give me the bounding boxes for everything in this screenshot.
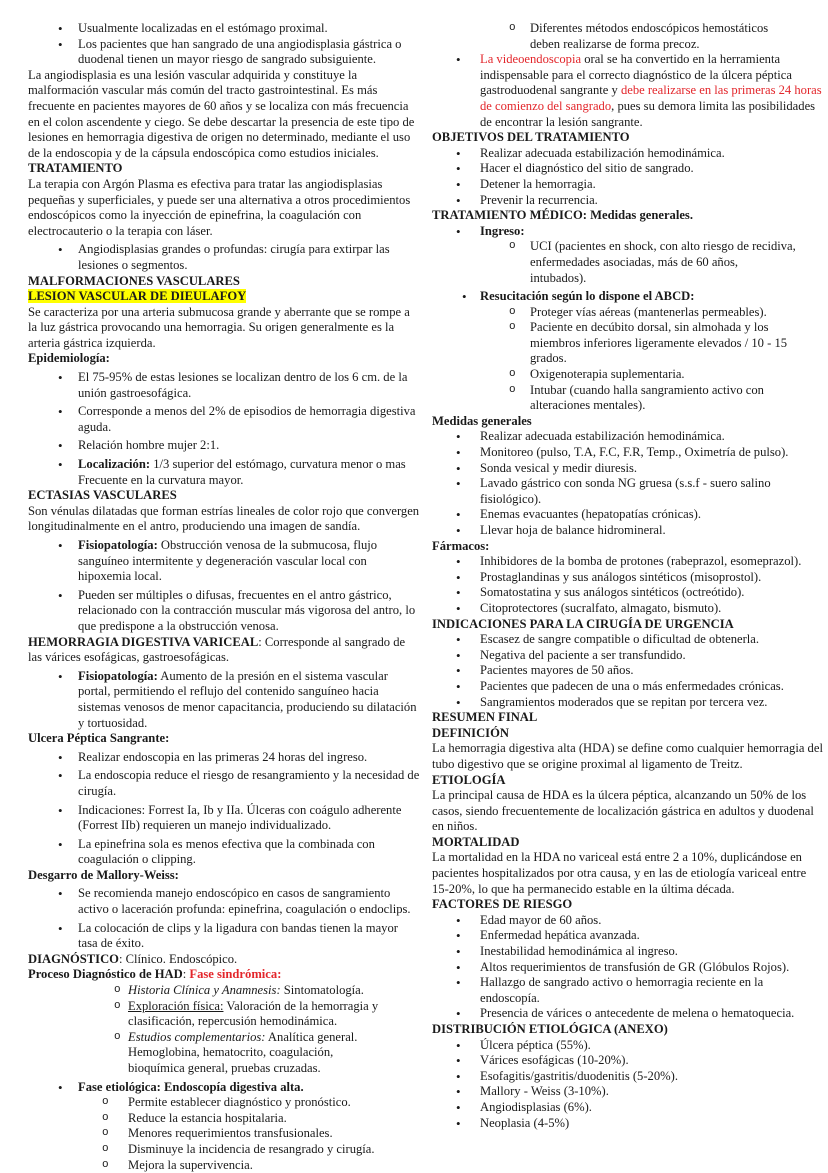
section-heading xyxy=(432,726,824,742)
sub-bullet-item xyxy=(432,383,824,414)
bullet-item xyxy=(432,1116,824,1132)
bullet-item xyxy=(432,507,824,523)
bullet-item xyxy=(28,242,420,273)
bullet-item xyxy=(432,146,824,162)
sub-bullet-item xyxy=(432,367,824,383)
section-heading xyxy=(28,161,420,177)
section-heading xyxy=(28,731,420,747)
bullet-item xyxy=(432,1006,824,1022)
bullet-icon: • xyxy=(456,959,461,975)
bullet-icon: • xyxy=(456,632,461,648)
bullet-icon: • xyxy=(58,242,63,258)
bullet-icon: • xyxy=(456,523,461,538)
bullet-icon: • xyxy=(456,1099,461,1115)
bullet-item xyxy=(432,289,824,305)
bullet-item xyxy=(432,679,824,695)
text-segment: Realizar adecuada estabilización hemodinámica. xyxy=(480,429,725,444)
section-heading xyxy=(28,351,420,367)
bullet-item xyxy=(432,695,824,711)
text-segment: LESION VASCULAR DE DIEULAFOY xyxy=(28,289,247,304)
bullet-icon: • xyxy=(456,554,461,570)
text-segment: Úlcera péptica (55%). xyxy=(480,1037,591,1052)
text-segment: Presencia de várices o antecedente de melena o hematoquecia. xyxy=(480,1006,795,1021)
bullet-icon: • xyxy=(456,445,461,461)
bullet-icon: • xyxy=(456,1006,461,1022)
text-segment: TRATAMIENTO xyxy=(28,161,123,176)
section-heading xyxy=(432,897,824,913)
text-segment: FACTORES DE RIESGO xyxy=(432,897,573,912)
text-segment: MALFORMACIONES VASCULARES xyxy=(28,273,240,288)
section-heading xyxy=(432,835,824,851)
text-segment: Altos requerimientos de transfusión de GR (Glóbulos Rojos). xyxy=(480,959,790,974)
bullet-icon: • xyxy=(58,886,63,902)
bullet-icon: • xyxy=(58,836,63,852)
text-segment: Pacientes mayores de 50 años. xyxy=(480,663,634,678)
paragraph xyxy=(28,952,420,968)
sub-bullet-item xyxy=(28,1158,420,1173)
bullet-icon: • xyxy=(58,802,63,818)
text-segment: La endoscopia reduce el riesgo de resangramiento y la necesidad de cirugía. xyxy=(78,768,420,798)
bullet-item xyxy=(28,21,420,37)
bullet-item xyxy=(432,585,824,601)
circle-bullet-icon: o xyxy=(102,1096,109,1109)
bullet-item xyxy=(28,1080,420,1096)
section-heading xyxy=(432,773,824,789)
text-segment: Enemas evacuantes (hepatopatías crónicas). xyxy=(480,507,701,522)
sub-bullet-item xyxy=(28,983,420,999)
text-segment: : Clínico. Endoscópico. xyxy=(118,951,238,966)
text-segment: Proteger vías aéreas (mantenerlas permeables). xyxy=(530,304,767,319)
text-segment: Realizar endoscopia en las primeras 24 horas del ingreso. xyxy=(78,749,368,764)
bullet-icon: • xyxy=(58,768,63,784)
bullet-item xyxy=(432,601,824,617)
text-segment: Disminuye la incidencia de resangrado y cirugía. xyxy=(128,1141,375,1156)
circle-bullet-icon: o xyxy=(102,1127,109,1140)
sub-bullet-item xyxy=(28,1095,420,1111)
bullet-icon: • xyxy=(456,1037,461,1053)
text-segment: RESUMEN FINAL xyxy=(432,710,538,725)
bullet-item xyxy=(432,429,824,445)
text-segment: La mortalidad en la HDA no variceal está entre 2 a 10%, duplicándose en pacientes hospitalizados por otra causa, y en las de etiología variceal entre 15-20%, lo que ha permanecido estable en la última década. xyxy=(432,850,807,896)
bullet-item xyxy=(28,669,420,731)
text-segment: Usualmente localizadas en el estómago proximal. xyxy=(78,21,328,35)
circle-bullet-icon: o xyxy=(509,240,516,253)
bullet-icon: • xyxy=(456,585,461,601)
bullet-icon: • xyxy=(58,668,63,684)
text-segment: La angiodisplasia es una lesión vascular adquirida y constituye la malformación vascular más común del tracto gastrointestinal. Es más frecuente en pacientes mayores de 60 años y se localiza con más frecuencia en el colon ascendente y ciego. Se debe descartar la presencia de este tipo de lesiones en hemorragia digestiva de origen no determinado, mediante el uso de la endoscopia y de la cápsula endoscópica como estudios iniciales. xyxy=(28,67,415,160)
sub-bullet-item xyxy=(28,1126,420,1142)
text-segment: Angiodisplasias grandes o profundas: cirugía para extirpar las lesiones o segmentos. xyxy=(78,242,390,272)
bullet-icon: • xyxy=(58,749,63,765)
text-segment: UCI (pacientes en shock, con alto riesgo de recidiva, enfermedades asociadas, más de 60 años, intubados). xyxy=(530,239,796,285)
bullet-icon: • xyxy=(58,438,63,454)
text-segment: Inestabilidad hemodinámica al ingreso. xyxy=(480,944,678,959)
text-segment: DISTRIBUCIÓN ETIOLÓGICA (ANEXO) xyxy=(432,1022,668,1036)
text-segment: Inhibidores de la bomba de protones (rabeprazol, esomeprazol). xyxy=(480,554,802,569)
sub-bullet-item xyxy=(432,21,824,52)
bullet-icon: • xyxy=(456,694,461,710)
bullet-icon: • xyxy=(58,36,63,52)
text-segment: Son vénulas dilatadas que forman estrías lineales de color rojo que convergen longitudinalmente en el antro, produciendo una imagen de sandía. xyxy=(28,503,420,534)
text-segment: La hemorragia digestiva alta (HDA) se define como cualquier hemorragia del tubo digestivo que se origine proximal al ligamento de Treitz. xyxy=(432,741,823,771)
text-segment: La colocación de clips y la ligadura con bandas tienen la mayor tasa de éxito. xyxy=(78,920,398,951)
section-heading xyxy=(432,130,824,146)
text-segment: Detener la hemorragia. xyxy=(480,176,596,191)
text-segment: Aumento de la presión en el sistema vascular portal, permitiendo el reflujo del contenido sanguíneo hacia sistemas venosos de menor capacitancia, produciendo su dilatación y tortuosidad. xyxy=(78,668,417,730)
bullet-icon: • xyxy=(456,1053,461,1069)
text-segment: Ulcera Péptica Sangrante: xyxy=(28,731,170,746)
text-segment: Estudios complementarios: xyxy=(128,1029,266,1044)
text-segment: Negativa del paciente a ser transfundido. xyxy=(480,647,686,662)
text-segment: DEFINICIÓN xyxy=(432,725,509,740)
text-segment: Paciente en decúbito dorsal, sin almohada y los miembros inferiores ligeramente elevados / 10 - 15 grados. xyxy=(530,320,788,366)
text-segment: debe realizarse en las primeras 24 horas de comienzo del sangrado xyxy=(480,83,822,113)
bullet-icon: • xyxy=(456,647,461,663)
section-heading xyxy=(432,710,824,726)
bullet-icon: • xyxy=(456,600,461,616)
bullet-item xyxy=(432,224,824,240)
bullet-icon: • xyxy=(456,507,461,523)
text-segment: Corresponde a menos del 2% de episodios de hemorragia digestiva aguda. xyxy=(78,404,416,434)
bullet-icon: • xyxy=(58,587,63,603)
text-segment: oral se ha convertido en la herramienta indispensable para el correcto diagnóstico de la úlcera péptica gastroduodenal sangrante y xyxy=(480,52,792,98)
text-segment: DIAGNÓSTICO xyxy=(28,951,119,966)
left-column xyxy=(28,21,420,1173)
text-segment: Citoprotectores (sucralfato, almagato, bismuto). xyxy=(480,600,722,615)
paragraph xyxy=(28,967,420,983)
sub-bullet-item xyxy=(432,320,824,367)
bullet-icon: • xyxy=(456,176,461,192)
text-segment: Permite establecer diagnóstico y pronóstico. xyxy=(128,1095,351,1110)
circle-bullet-icon: o xyxy=(114,999,121,1012)
text-segment: Analítica general. Hemoglobina, hematocrito, coagulación, bioquímica general, pruebas cruzadas. xyxy=(128,1029,358,1075)
bullet-icon: • xyxy=(58,404,63,420)
sub-bullet-item xyxy=(28,1111,420,1127)
text-segment: Exploración física: xyxy=(128,998,224,1013)
circle-bullet-icon: o xyxy=(114,1030,121,1043)
sub-bullet-item xyxy=(28,999,420,1030)
bullet-icon: • xyxy=(58,457,63,473)
sub-bullet-item xyxy=(28,1030,420,1077)
text-segment: Fase sindrómica: xyxy=(189,967,282,982)
text-segment: Llevar hoja de balance hidromineral. xyxy=(480,523,666,537)
paragraph xyxy=(28,635,420,666)
bullet-icon: • xyxy=(462,289,467,305)
text-segment: Desgarro de Mallory-Weiss: xyxy=(28,867,179,882)
bullet-icon: • xyxy=(456,1068,461,1084)
text-segment: Oxigenoterapia suplementaria. xyxy=(530,367,685,382)
text-segment: Pueden ser múltiples o difusas, frecuentes en el antro gástrico, relacionado con la contracción muscular más vigorosa del antro, lo que predispone a la obstrucción venosa. xyxy=(78,587,416,633)
bullet-icon: • xyxy=(456,912,461,928)
section-heading xyxy=(28,868,420,884)
sub-bullet-item xyxy=(432,305,824,321)
bullet-item xyxy=(432,445,824,461)
section-heading xyxy=(432,617,824,633)
paragraph xyxy=(432,850,824,897)
paragraph xyxy=(28,305,420,352)
text-segment: Monitoreo (pulso, T.A, F.C, F.R, Temp., Oximetría de pulso). xyxy=(480,445,789,460)
text-segment: Valoración de la hemorragia y clasificación, repercusión hemodinámica. xyxy=(128,998,379,1029)
circle-bullet-icon: o xyxy=(509,305,516,318)
text-segment: Fisiopatología: xyxy=(78,668,158,683)
text-segment: : Medidas generales. xyxy=(582,208,693,223)
text-segment: Fase etiológica: Endoscopía digestiva alta. xyxy=(78,1079,304,1094)
circle-bullet-icon: o xyxy=(102,1158,109,1171)
text-segment: Intubar (cuando halla sangramiento activo con alteraciones mentales). xyxy=(530,382,764,413)
text-segment: INDICACIONES PARA LA CIRUGÍA DE URGENCIA xyxy=(432,616,734,631)
bullet-icon: • xyxy=(456,569,461,585)
text-segment: Proceso Diagnóstico de HAD xyxy=(28,967,183,982)
text-segment: Menores requerimientos transfusionales. xyxy=(128,1126,333,1141)
text-segment: Hallazgo de sangrado activo o hemorragia reciente en la endoscopía. xyxy=(480,975,764,1005)
bullet-icon: • xyxy=(58,538,63,553)
text-segment: Se recomienda manejo endoscópico en casos de sangramiento activo o laceración profunda: epinefrina, coagulación o endoclips. xyxy=(78,886,411,917)
bullet-item xyxy=(28,803,420,834)
text-segment: Se caracteriza por una arteria submucosa grande y aberrante que se rompe a la luz gástrica provocando una hemorragia. Su origen generalmente es la arteria gástrica izquierda. xyxy=(28,304,410,350)
bullet-item xyxy=(28,921,420,952)
paragraph xyxy=(28,177,420,239)
text-segment: Realizar adecuada estabilización hemodinámica. xyxy=(480,145,725,160)
bullet-icon: • xyxy=(456,1115,461,1131)
bullet-item xyxy=(432,944,824,960)
bullet-icon: • xyxy=(456,1084,461,1100)
bullet-icon: • xyxy=(456,223,461,239)
bullet-icon: • xyxy=(456,928,461,944)
right-column xyxy=(432,21,824,1131)
section-heading xyxy=(432,208,824,224)
bullet-item xyxy=(28,837,420,868)
bullet-item xyxy=(432,52,824,130)
text-segment: La epinefrina sola es menos efectiva que la combinada con coagulación o clipping. xyxy=(78,836,375,867)
bullet-icon: • xyxy=(456,161,461,177)
bullet-item xyxy=(28,404,420,435)
bullet-icon: • xyxy=(456,663,461,679)
bullet-item xyxy=(432,913,824,929)
bullet-item xyxy=(432,570,824,586)
bullet-item xyxy=(432,975,824,1006)
text-segment: 1/3 superior del estómago, curvatura menor o mas Frecuente en la curvatura mayor. xyxy=(78,457,406,487)
text-segment: La terapia con Argón Plasma es efectiva para tratar las angiodisplasias pequeñas y superficiales, y puede ser una alternativa a otros procedimientos endoscópicos como la inyección de epinefrina, la coagulación con electrocauterio o la terapia con láser. xyxy=(28,176,411,238)
bullet-item xyxy=(432,161,824,177)
text-segment: Sangramientos moderados que se repitan por tercera vez. xyxy=(480,694,768,709)
bullet-icon: • xyxy=(456,975,461,991)
bullet-icon: • xyxy=(456,192,461,208)
bullet-item xyxy=(28,588,420,635)
text-segment: La principal causa de HDA es la úlcera péptica, alcanzando un 50% de los casos, siendo frecuentemente de localización gástrica en adultos y duodenal en niños. xyxy=(432,788,814,834)
text-segment: Los pacientes que han sangrado de una angiodisplasia gástrica o duodenal tienen un mayor riesgo de sangrado subsiguiente. xyxy=(78,36,402,67)
bullet-icon: • xyxy=(456,476,461,492)
bullet-icon: • xyxy=(58,1079,63,1095)
bullet-item xyxy=(28,370,420,401)
text-segment: : xyxy=(182,967,190,982)
text-segment: Esofagitis/gastritis/duodenitis (5-20%). xyxy=(480,1068,678,1083)
circle-bullet-icon: o xyxy=(509,321,516,334)
text-segment: Lavado gástrico con sonda NG gruesa (s.s.f - suero salino fisiológico). xyxy=(480,476,771,506)
paragraph xyxy=(432,788,824,835)
text-segment: La videoendoscopia xyxy=(480,52,582,67)
bullet-item xyxy=(432,193,824,209)
text-segment: Fármacos: xyxy=(432,538,490,553)
bullet-item xyxy=(432,663,824,679)
text-segment: Hacer el diagnóstico del sitio de sangrado. xyxy=(480,161,694,176)
bullet-item xyxy=(432,476,824,507)
bullet-item xyxy=(432,632,824,648)
text-segment: Prevenir la recurrencia. xyxy=(480,192,598,207)
text-segment: Indicaciones: Forrest Ia, Ib y IIa. Úlceras con coágulo adherente (Forrest IIb) requieren un manejo individualizado. xyxy=(78,802,402,833)
text-segment: HEMORRAGIA DIGESTIVA VARICEAL xyxy=(28,634,259,649)
bullet-icon: • xyxy=(456,460,461,476)
bullet-icon: • xyxy=(456,944,461,960)
bullet-item xyxy=(28,538,420,585)
section-heading xyxy=(432,539,824,555)
text-segment: MORTALIDAD xyxy=(432,834,520,849)
text-segment: OBJETIVOS DEL TRATAMIENTO xyxy=(432,130,630,145)
text-segment: Sonda vesical y medir diuresis. xyxy=(480,460,638,475)
text-segment: Prostaglandinas y sus análogos sintéticos (misoprostol). xyxy=(480,569,762,584)
bullet-item xyxy=(432,461,824,477)
bullet-item xyxy=(28,886,420,917)
bullet-icon: • xyxy=(456,678,461,694)
text-segment: Mallory - Weiss (3-10%). xyxy=(480,1084,609,1099)
bullet-icon: • xyxy=(456,52,461,68)
text-segment: Localización: xyxy=(78,457,151,472)
text-segment: Resucitación según lo dispone el ABCD: xyxy=(480,289,695,304)
bullet-icon: • xyxy=(58,370,63,386)
bullet-item xyxy=(28,438,420,454)
text-segment: Pacientes que padecen de una o más enfermedades crónicas. xyxy=(480,678,784,693)
circle-bullet-icon: o xyxy=(102,1111,109,1124)
bullet-item xyxy=(432,1038,824,1054)
text-segment: Fisiopatología: xyxy=(78,538,158,552)
bullet-item xyxy=(432,1084,824,1100)
text-segment: Mejora la supervivencia. xyxy=(128,1157,253,1172)
circle-bullet-icon: o xyxy=(509,383,516,396)
section-heading xyxy=(432,1022,824,1038)
bullet-item xyxy=(432,177,824,193)
text-segment: Edad mayor de 60 años. xyxy=(480,912,602,927)
bullet-icon: • xyxy=(58,21,63,36)
bullet-icon: • xyxy=(456,145,461,161)
bullet-icon: • xyxy=(58,920,63,936)
bullet-item xyxy=(432,960,824,976)
text-segment: ETIOLOGÍA xyxy=(432,772,506,787)
bullet-item xyxy=(432,648,824,664)
text-segment: El 75-95% de estas lesiones se localizan dentro de los 6 cm. de la unión gastroesofágica. xyxy=(78,370,408,400)
text-segment: TRATAMIENTO MÉDICO xyxy=(432,208,583,223)
bullet-item xyxy=(28,37,420,68)
text-segment: : Corresponde al sangrado de las várices esofágicas, gastroesofágicas. xyxy=(28,634,406,665)
text-segment: Historia Clínica y Anamnesis: xyxy=(128,983,281,998)
bullet-icon: • xyxy=(456,429,461,445)
text-segment: Ingreso: xyxy=(480,223,525,238)
sub-bullet-item xyxy=(432,239,824,286)
circle-bullet-icon: o xyxy=(509,22,516,34)
bullet-item xyxy=(432,523,824,539)
bullet-item xyxy=(432,1100,824,1116)
paragraph xyxy=(28,68,420,162)
bullet-item xyxy=(432,1053,824,1069)
bullet-item xyxy=(28,457,420,488)
circle-bullet-icon: o xyxy=(114,984,121,997)
text-segment: Relación hombre mujer 2:1. xyxy=(78,438,220,453)
bullet-item xyxy=(432,928,824,944)
text-segment: Reduce la estancia hospitalaria. xyxy=(128,1110,287,1125)
text-segment: Várices esofágicas (10-20%). xyxy=(480,1053,629,1068)
bullet-item xyxy=(432,1069,824,1085)
circle-bullet-icon: o xyxy=(102,1142,109,1155)
bullet-item xyxy=(28,768,420,799)
sub-bullet-item xyxy=(28,1142,420,1158)
text-segment: , pues su demora limita las posibilidades de encontrar la lesión sangrante. xyxy=(480,98,816,129)
text-segment: Escasez de sangre compatible o dificultad de obtenerla. xyxy=(480,632,760,647)
section-heading xyxy=(28,274,420,290)
text-segment: Obstrucción venosa de la submucosa, flujo sanguíneo intermitente y degeneración vascular local con hipoxemia local. xyxy=(78,538,378,584)
text-segment: Enfermedad hepática avanzada. xyxy=(480,928,640,943)
text-segment: Epidemiología: xyxy=(28,351,110,366)
text-segment: Sintomatología. xyxy=(280,983,364,998)
section-heading xyxy=(28,488,420,504)
highlighted-heading xyxy=(28,289,420,305)
circle-bullet-icon: o xyxy=(509,368,516,381)
paragraph xyxy=(432,741,824,772)
text-segment: ECTASIAS VASCULARES xyxy=(28,488,177,503)
bullet-item xyxy=(432,554,824,570)
text-segment: Angiodisplasias (6%). xyxy=(480,1099,592,1114)
text-segment: Diferentes métodos endoscópicos hemostáticos deben realizarse de forma precoz. xyxy=(530,21,769,51)
section-heading xyxy=(432,414,824,430)
paragraph xyxy=(28,504,420,535)
text-segment: Neoplasia (4-5%) xyxy=(480,1115,570,1130)
text-segment: Somatostatina y sus análogos sintéticos (octreótido). xyxy=(480,585,745,600)
text-segment: Medidas generales xyxy=(432,413,532,428)
bullet-item xyxy=(28,750,420,766)
